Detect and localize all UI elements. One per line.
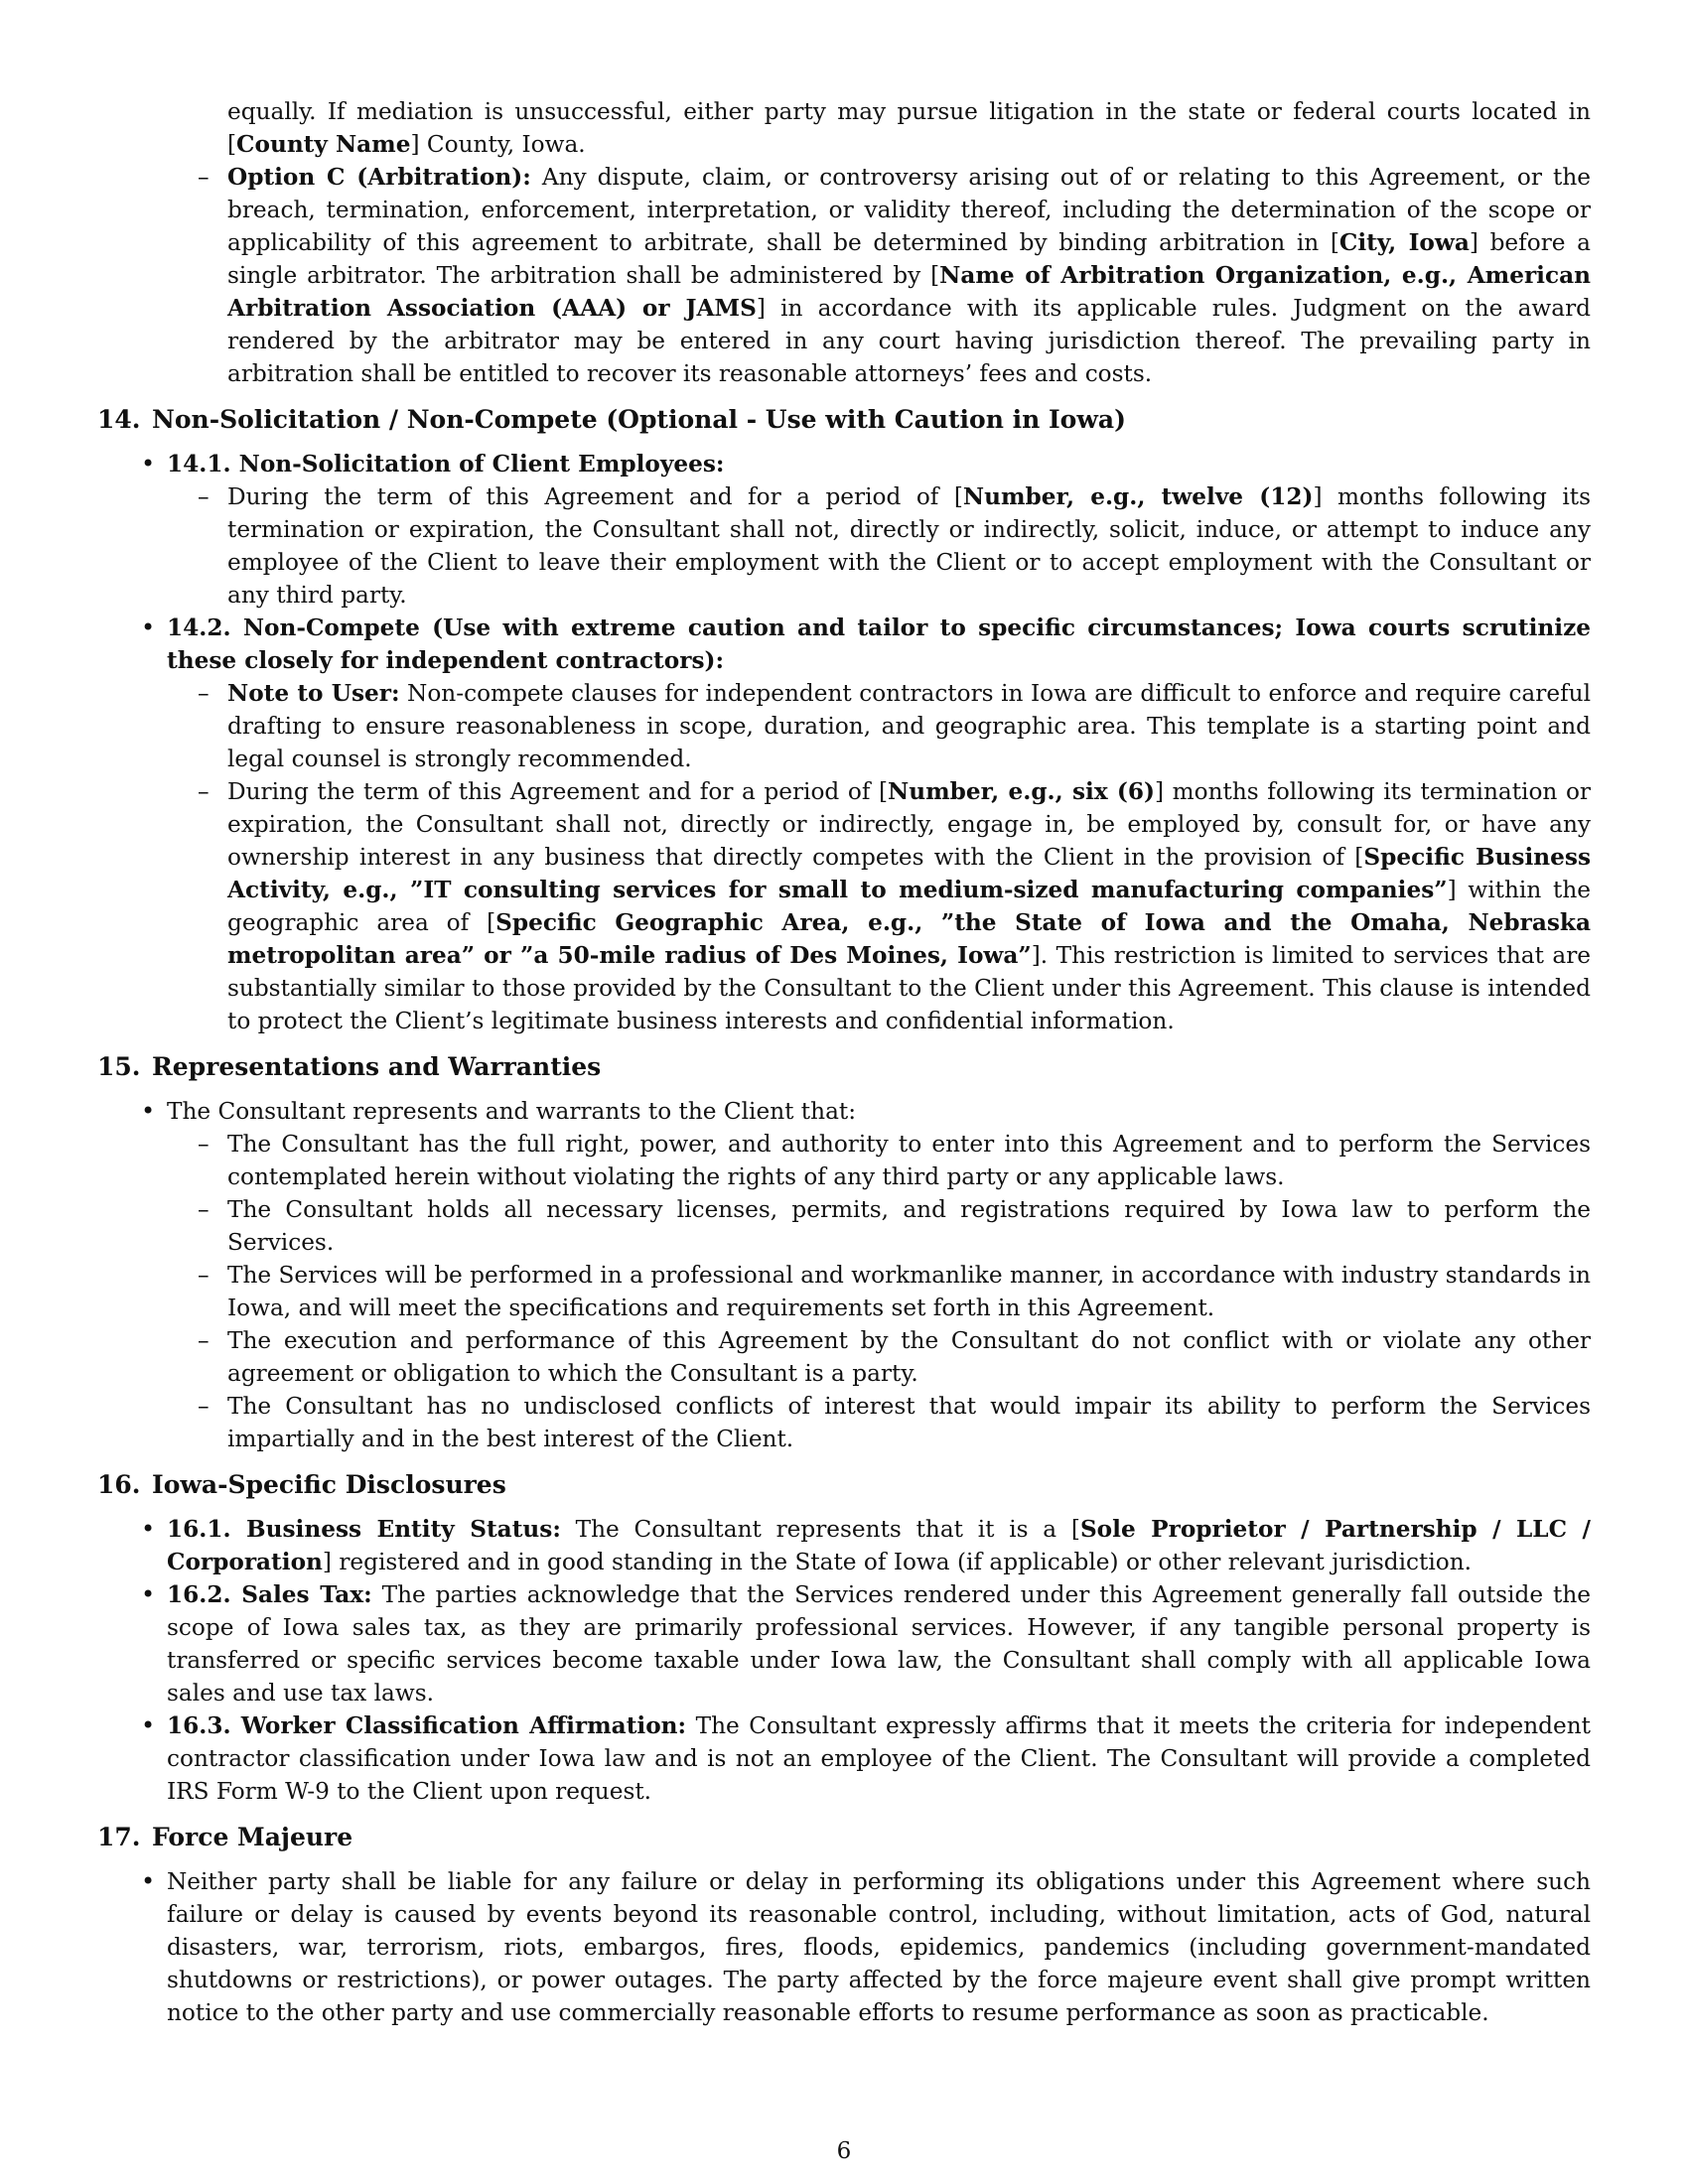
warranty-item: – The Consultant has no undisclosed conflicts of interest that would impair its ability to perform the Services impartially and in the best interest of the Client. bbox=[227, 1390, 1591, 1455]
section-16-2: • 16.2. Sales Tax: The parties acknowledge that the Services rendered under this Agreement generally fall outside the scope of Iowa sales tax, as they are primarily professional services. However, if any tangible personal property is transferred or specific services become taxable under Iowa law, the Consultant shall comply with all applicable Iowa sales and use tax laws. bbox=[167, 1578, 1591, 1709]
section-14-list bbox=[97, 448, 1591, 1037]
section-16-1: • 16.1. Business Entity Status: The Consultant represents that it is a [Sole Proprietor / Partnership / LLC / Corporation] registered and in good standing in the State of Iowa (if applicable) or other relevant jurisdiction. bbox=[167, 1513, 1591, 1578]
note-to-user: – Note to User: Non-compete clauses for independent contractors in Iowa are difficult to enforce and require careful drafting to ensure reasonableness in scope, duration, and geographic area. This template is a starting point and legal counsel is strongly recommended. bbox=[227, 677, 1591, 775]
non-compete-clause: – During the term of this Agreement and for a period of [Number, e.g., six (6)] months following its termination or expiration, the Consultant shall not, directly or indirectly, engage in, be employed by, consult for, or have any ownership interest in any business that directly competes with the Client in the provision of [Specific Business Activity, e.g., ”IT consulting services for small to medium-sized manufacturing companies”] within the geographic area of [Specific Geographic Area, e.g., ”the State of Iowa and the Omaha, Nebraska metropolitan area” or ”a 50-mile radius of Des Moines, Iowa”]. This restriction is limited to services that are substantially similar to those provided by the Consultant to the Client under this Agreement. This clause is intended to protect the Client’s legitimate business interests and confidential information. bbox=[227, 775, 1591, 1037]
section-14-1: • 14.1. Non-Solicitation of Client Employees: – During the term of this Agreement and for a period of [Number, e.g., twelve (12)] months following its termination or expiration, the Consultant shall not, directly or indirectly, solicit, induce, or attempt to induce any employee of the Client to leave their employment with the Client or to accept employment with the Consultant or any third party. bbox=[167, 448, 1591, 612]
section-15-intro: • The Consultant represents and warrants to the Client that: – The Consultant has the full right, power, and authority to enter into this Agreement and to perform the Services contemplated herein without violating the rights of any third party or any applicable laws. – The Consultant holds all necessary licenses, permits, and registrations required by Iowa law to perform the Services. – The Services will be performed in a professional and workmanlike manner, in accordance with industry standards in Iowa, and will meet the specifications and requirements set forth in this Agreement. – The execution and performance of this Agreement by the Consultant do not conflict with or violate any other agreement or obligation to which the Consultant is a party. – The Consultant has no undisclosed conflicts of interest that would impair its ability to perform the Services impartially and in the best interest of the Client. bbox=[167, 1095, 1591, 1455]
section-13-options-list bbox=[97, 95, 1591, 390]
warranty-item: – The Services will be performed in a professional and workmanlike manner, in accordance with industry standards in Iowa, and will meet the specifications and requirements set forth in this Agreement. bbox=[227, 1259, 1591, 1324]
warranty-item: – The execution and performance of this Agreement by the Consultant do not conflict with or violate any other agreement or obligation to which the Consultant is a party. bbox=[227, 1324, 1591, 1390]
section-15-heading: 15. Representations and Warranties bbox=[97, 1052, 602, 1081]
document-page bbox=[97, 95, 1591, 2029]
warranty-item: – The Consultant holds all necessary licenses, permits, and registrations required by Iowa law to perform the Services. bbox=[227, 1193, 1591, 1259]
section-15-list bbox=[97, 1095, 1591, 1455]
section-17-list bbox=[97, 1865, 1591, 2029]
section-16-3: • 16.3. Worker Classification Affirmation: The Consultant expressly affirms that it meets the criteria for independent contractor classification under Iowa law and is not an employee of the Client. The Consultant will provide a completed IRS Form W-9 to the Client upon request. bbox=[167, 1709, 1591, 1808]
section-16-list bbox=[97, 1513, 1591, 1808]
section-14-heading: 14. Non-Solicitation / Non-Compete (Optional - Use with Caution in Iowa) bbox=[97, 405, 1126, 434]
warranty-item: – The Consultant has the full right, power, and authority to enter into this Agreement and to perform the Services contemplated herein without violating the rights of any third party or any applicable laws. bbox=[227, 1128, 1591, 1193]
section-14-1-text: – During the term of this Agreement and for a period of [Number, e.g., twelve (12)] months following its termination or expiration, the Consultant shall not, directly or indirectly, solicit, induce, or attempt to induce any employee of the Client to leave their employment with the Client or to accept employment with the Consultant or any third party. bbox=[227, 480, 1591, 612]
force-majeure-text: • Neither party shall be liable for any failure or delay in performing its obligations under this Agreement where such failure or delay is caused by events beyond its reasonable control, including, without limitation, acts of God, natural disasters, war, terrorism, riots, embargos, fires, floods, epidemics, pandemics (including government-mandated shutdowns or restrictions), or power outages. The party affected by the force majeure event shall give prompt written notice to the other party and use commercially reasonable efforts to resume performance as soon as practicable. bbox=[167, 1865, 1591, 2029]
section-17-heading: 17. Force Majeure bbox=[97, 1823, 353, 1851]
option-b-continuation: equally. If mediation is unsuccessful, either party may pursue litigation in the state or federal courts located in [County Name] County, Iowa. bbox=[227, 98, 1591, 158]
option-c-arbitration: – Option C (Arbitration): Any dispute, claim, or controversy arising out of or relating to this Agreement, or the breach, termination, enforcement, interpretation, or validity thereof, including the determination of the scope or applicability of this agreement to arbitrate, shall be determined by binding arbitration in [City, Iowa] before a single arbitrator. The arbitration shall be administered by [Name of Arbitration Organization, e.g., American Arbitration Association (AAA) or JAMS] in accordance with its applicable rules. Judgment on the award rendered by the arbitrator may be entered in any court having jurisdiction thereof. The prevailing party in arbitration shall be entitled to recover its reasonable attorneys’ fees and costs. bbox=[227, 161, 1591, 390]
section-16-heading: 16. Iowa-Specific Disclosures bbox=[97, 1470, 506, 1499]
page-number: 6 bbox=[836, 2138, 852, 2164]
section-14-2: • 14.2. Non-Compete (Use with extreme caution and tailor to specific circumstances; Iowa courts scrutinize these closely for independent contractors): – Note to User: Non-compete clauses for independent contractors in Iowa are difficult to enforce and require careful drafting to ensure reasonableness in scope, duration, and geographic area. This template is a starting point and legal counsel is strongly recommended. – During the term of this Agreement and for a period of [Number, e.g., six (6)] months following its termination or expiration, the Consultant shall not, directly or indirectly, engage in, be employed by, consult for, or have any ownership interest in any business that directly competes with the Client in the provision of [Specific Business Activity, e.g., ”IT consulting services for small to medium-sized manufacturing companies”] within the geographic area of [Specific Geographic Area, e.g., ”the State of Iowa and the Omaha, Nebraska metropolitan area” or ”a 50-mile radius of Des Moines, Iowa”]. This restriction is limited to services that are substantially similar to those provided by the Consultant to the Client under this Agreement. This clause is intended to protect the Client’s legitimate business interests and confidential information. bbox=[167, 612, 1591, 1037]
